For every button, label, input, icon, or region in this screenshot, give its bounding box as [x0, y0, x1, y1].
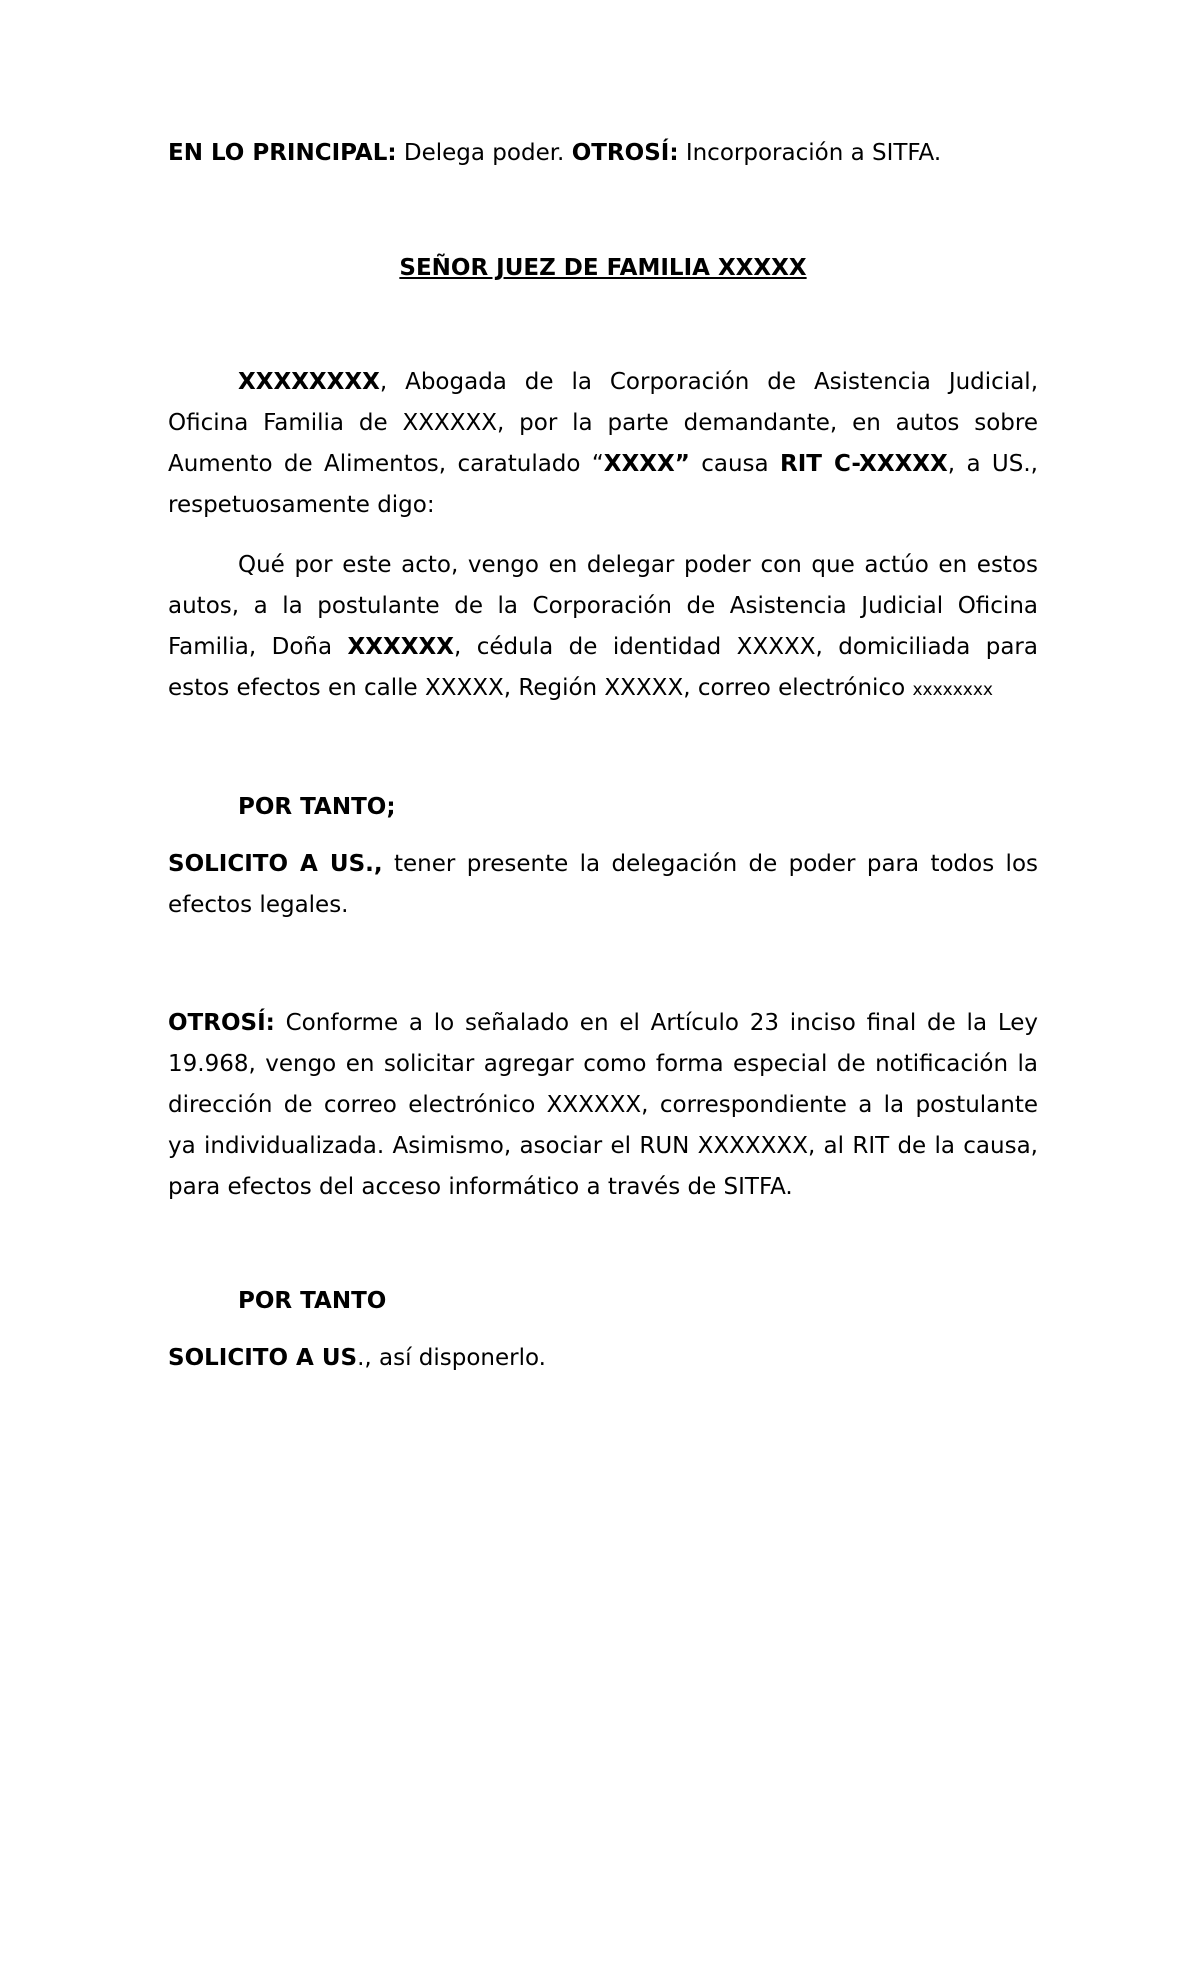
solicito-text-2: ., así disponerlo. [357, 1345, 546, 1371]
intro-text-3: , a US., respetuosamente digo: [168, 451, 1038, 518]
delegation-text-2: , cédula de identidad XXXXX, domiciliada para estos efectos en calle XXXXX, Región XXXXX, correo electrónico [168, 634, 1038, 701]
delegation-email: xxxxxxxx [912, 680, 993, 700]
otrosi-text: Conforme a lo señalado en el Artículo 23 inciso final de la Ley 19.968, vengo en solicitar agregar como forma especial de notificación la dirección de correo electrónico XXXXXX, correspondiente a la postulante ya individualizada. Asimismo, asociar el RUN XXXXXXX, al RIT de la causa, para efectos del acceso informático a través de SITFA. [168, 1010, 1038, 1200]
delegation-paragraph [168, 545, 1038, 711]
intro-rit: RIT C-XXXXX [780, 451, 948, 477]
principal-text: Delega poder. [396, 140, 572, 166]
solicito-label-1: SOLICITO A US., [168, 851, 383, 877]
principal-label: EN LO PRINCIPAL: [168, 140, 397, 166]
otrosi-paragraph [168, 1003, 1038, 1208]
solicito-text-1: tener presente la delegación de poder para todos los efectos legales. [168, 851, 1038, 918]
por-tanto-heading-1: POR TANTO; [238, 794, 396, 820]
solicito-label-2: SOLICITO A US [168, 1345, 358, 1371]
solicito-paragraph-2 [168, 1338, 1038, 1379]
por-tanto-heading-2: POR TANTO [238, 1288, 387, 1314]
intro-paragraph [168, 362, 1038, 526]
intro-text-2: causa [689, 451, 780, 477]
solicito-paragraph-1 [168, 844, 1038, 926]
document-header [168, 133, 1038, 174]
header-otrosi-text: Incorporación a SITFA. [678, 140, 942, 166]
delegation-text-1: Qué por este acto, vengo en delegar poder con que actúo en estos autos, a la postulante de la Corporación de Asistencia Judicial Oficina Familia, Doña [168, 552, 1038, 660]
intro-text-1: , Abogada de la Corporación de Asistencia Judicial, Oficina Familia de XXXXXX, por la parte demandante, en autos sobre Aumento de Alimentos, caratulado “ [168, 369, 1038, 477]
court-title: SEÑOR JUEZ DE FAMILIA XXXXX [399, 255, 807, 281]
header-otrosi-label: OTROSÍ: [571, 140, 679, 166]
delegation-name: XXXXXX [347, 634, 454, 660]
intro-lawyer-name: XXXXXXXX [238, 369, 380, 395]
intro-caratula: XXXX” [603, 451, 690, 477]
otrosi-label: OTROSÍ: [168, 1010, 275, 1036]
